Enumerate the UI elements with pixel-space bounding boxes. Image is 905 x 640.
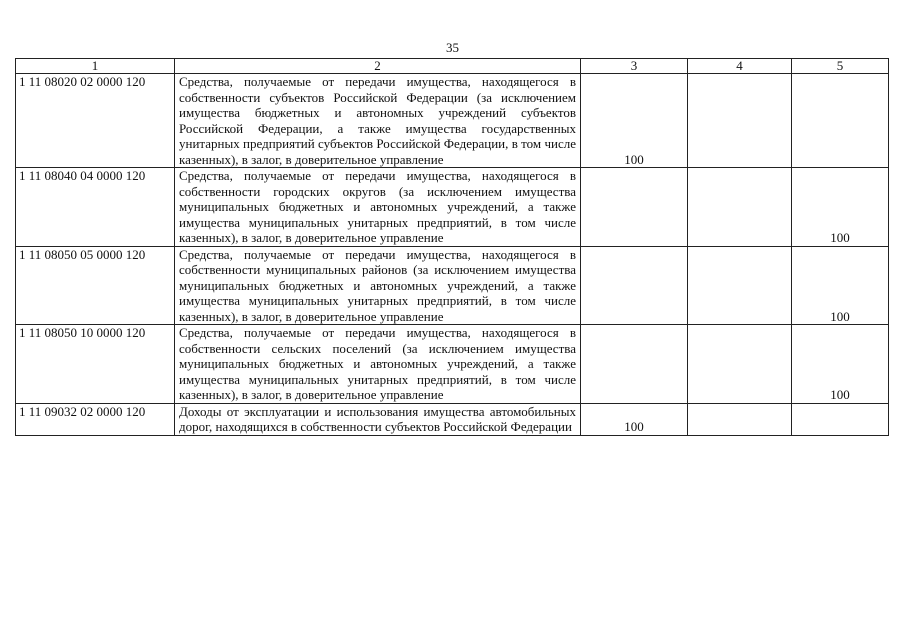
value-col-4-cell [688,74,792,168]
table-row [16,74,889,168]
header-col-1: 1 [16,59,175,74]
value-col-4-cell [688,325,792,404]
value-col-4-cell [688,246,792,325]
revenue-code-cell: 1 11 08020 02 0000 120 [16,74,175,168]
value-col-3-cell [581,403,688,435]
budget-revenue-table [15,58,889,436]
revenue-name-cell: Средства, получаемые от передачи имущества, находящегося в собственности субъектов Российской Федерации (за исключением имущества бюджетных и автономных учреждений субъектов Российской Федерации, а также имущества государственных унитарных предприятий субъектов Российской Федерации, в том числе казенных), в залог, в доверительное управление [175,74,581,168]
value-col-5: 100 [830,387,850,402]
value-col-5: 100 [830,308,850,324]
revenue-name-cell: Средства, получаемые от передачи имущества, находящегося в собственности муниципальных районов (за исключением имущества муниципальных бюджетных и автономных учреждений, а также имущества муниципальных унитарных предприятий, в том числе казенных), в залог, в доверительное управление [175,246,581,325]
value-col-3: 100 [624,151,644,167]
table-row [16,246,889,325]
value-col-5-cell [792,74,889,168]
revenue-code-cell: 1 11 08040 04 0000 120 [16,168,175,247]
revenue-code-cell: 1 11 08050 05 0000 120 [16,246,175,325]
revenue-name-cell: Средства, получаемые от передачи имущества, находящегося в собственности городских округов (за исключением имущества муниципальных бюджетных и автономных учреждений, а также имущества муниципальных унитарных предприятий, в том числе казенных), в залог, в доверительное управление [175,168,581,247]
header-col-3: 3 [581,59,688,74]
value-col-3-cell [581,168,688,247]
value-col-3-cell [581,74,688,168]
header-col-4: 4 [688,59,792,74]
value-col-3-cell [581,325,688,404]
value-col-5: 100 [830,230,850,245]
value-col-3: 100 [624,419,644,434]
header-col-2: 2 [175,59,581,74]
revenue-name-cell: Средства, получаемые от передачи имущества, находящегося в собственности сельских поселений (за исключением имущества муниципальных бюджетных и автономных учреждений, а также имущества муниципальных унитарных предприятий, в том числе казенных), в залог, в доверительное управление [175,325,581,404]
table-row [16,403,889,435]
value-col-5-cell [792,168,889,247]
header-row [16,59,889,74]
table-header [16,59,889,74]
value-col-5-cell [792,325,889,404]
page-number: 35 [446,40,459,55]
value-col-4-cell [688,403,792,435]
value-col-5-cell [792,403,889,435]
table-row [16,325,889,404]
value-col-4-cell [688,168,792,247]
revenue-code-cell: 1 11 09032 02 0000 120 [16,403,175,435]
value-col-3-cell [581,246,688,325]
value-col-5-cell [792,246,889,325]
revenue-code-cell: 1 11 08050 10 0000 120 [16,325,175,404]
table-row [16,168,889,247]
table-body [16,74,889,436]
revenue-name-cell: Доходы от эксплуатации и использования имущества автомобильных дорог, находящихся в собственности субъектов Российской Федерации [175,403,581,435]
header-col-5: 5 [792,59,889,74]
